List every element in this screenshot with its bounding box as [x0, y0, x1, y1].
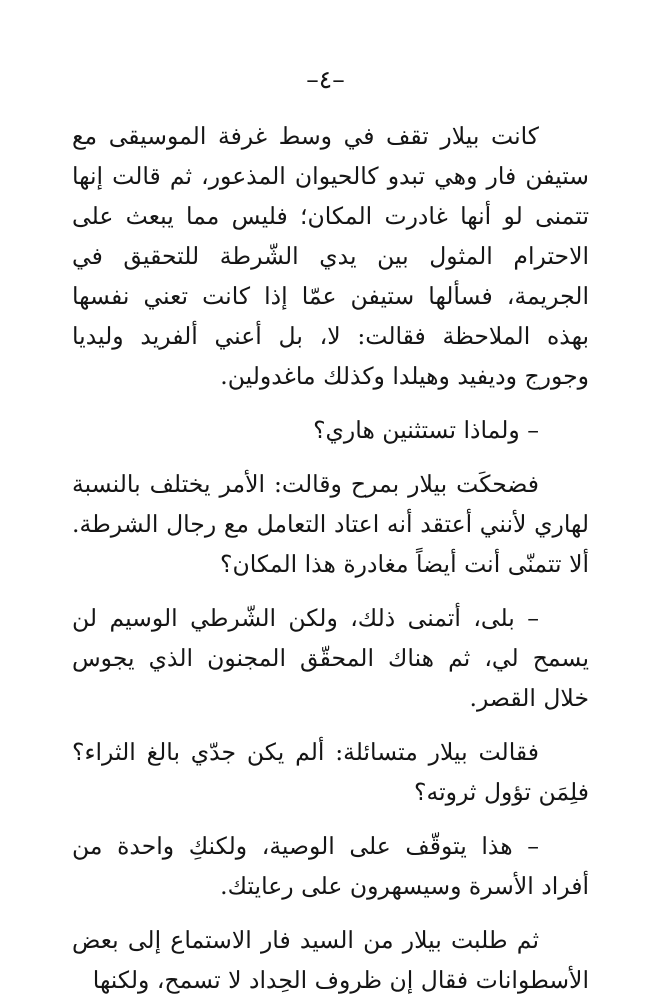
paragraph-3: فضحكَت بيلار بمرح وقالت: الأمر يختلف بالنسبة لهاري لأنني أعتقد أنه اعتاد التعامل مع رجال الشرطة. ألا تتمنّى أنت أيضاً مغادرة هذا المكان؟ — [72, 470, 589, 578]
paragraph-2: – ولماذا تستثنين هاري؟ — [313, 416, 539, 444]
paragraph-6: – هذا يتوقّف على الوصية، ولكنكِ واحدة من أفراد الأسرة وسيسهرون على رعايتك. — [72, 832, 589, 900]
page-number: –٤– — [306, 65, 345, 94]
paragraph-4: – بلى، أتمنى ذلك، ولكن الشّرطي الوسيم لن يسمح لي، ثم هناك المحقّق المجنون الذي يجوس خلال القصر. — [72, 604, 589, 712]
paragraph-1: كانت بيلار تقف في وسط غرفة الموسيقى مع ستيفن فار وهي تبدو كالحيوان المذعور، ثم قالت إنها تتمنى لو أنها غادرت المكان؛ فليس مما يبعث على الاحترام المثول بين يدي الشّرطة للتحقيق في الجريمة، فسألها ستيفن عمّا إذا كانت تعني نفسها بهذه الملاحظة فقالت: لا، بل أعني ألفريد وليديا وجورج وديفيد وهيلدا وكذلك ماغدولين. — [72, 122, 589, 390]
paragraph-5: فقالت بيلار متسائلة: ألم يكن جدّي بالغ الثراء؟ فلِمَن تؤول ثروته؟ — [72, 738, 589, 806]
paragraph-7: ثم طلبت بيلار من السيد فار الاستماع إلى بعض الأسطوانات فقال إن ظروف الحِداد لا تسمح، ولكنها — [72, 926, 589, 994]
page-body — [72, 116, 589, 1000]
